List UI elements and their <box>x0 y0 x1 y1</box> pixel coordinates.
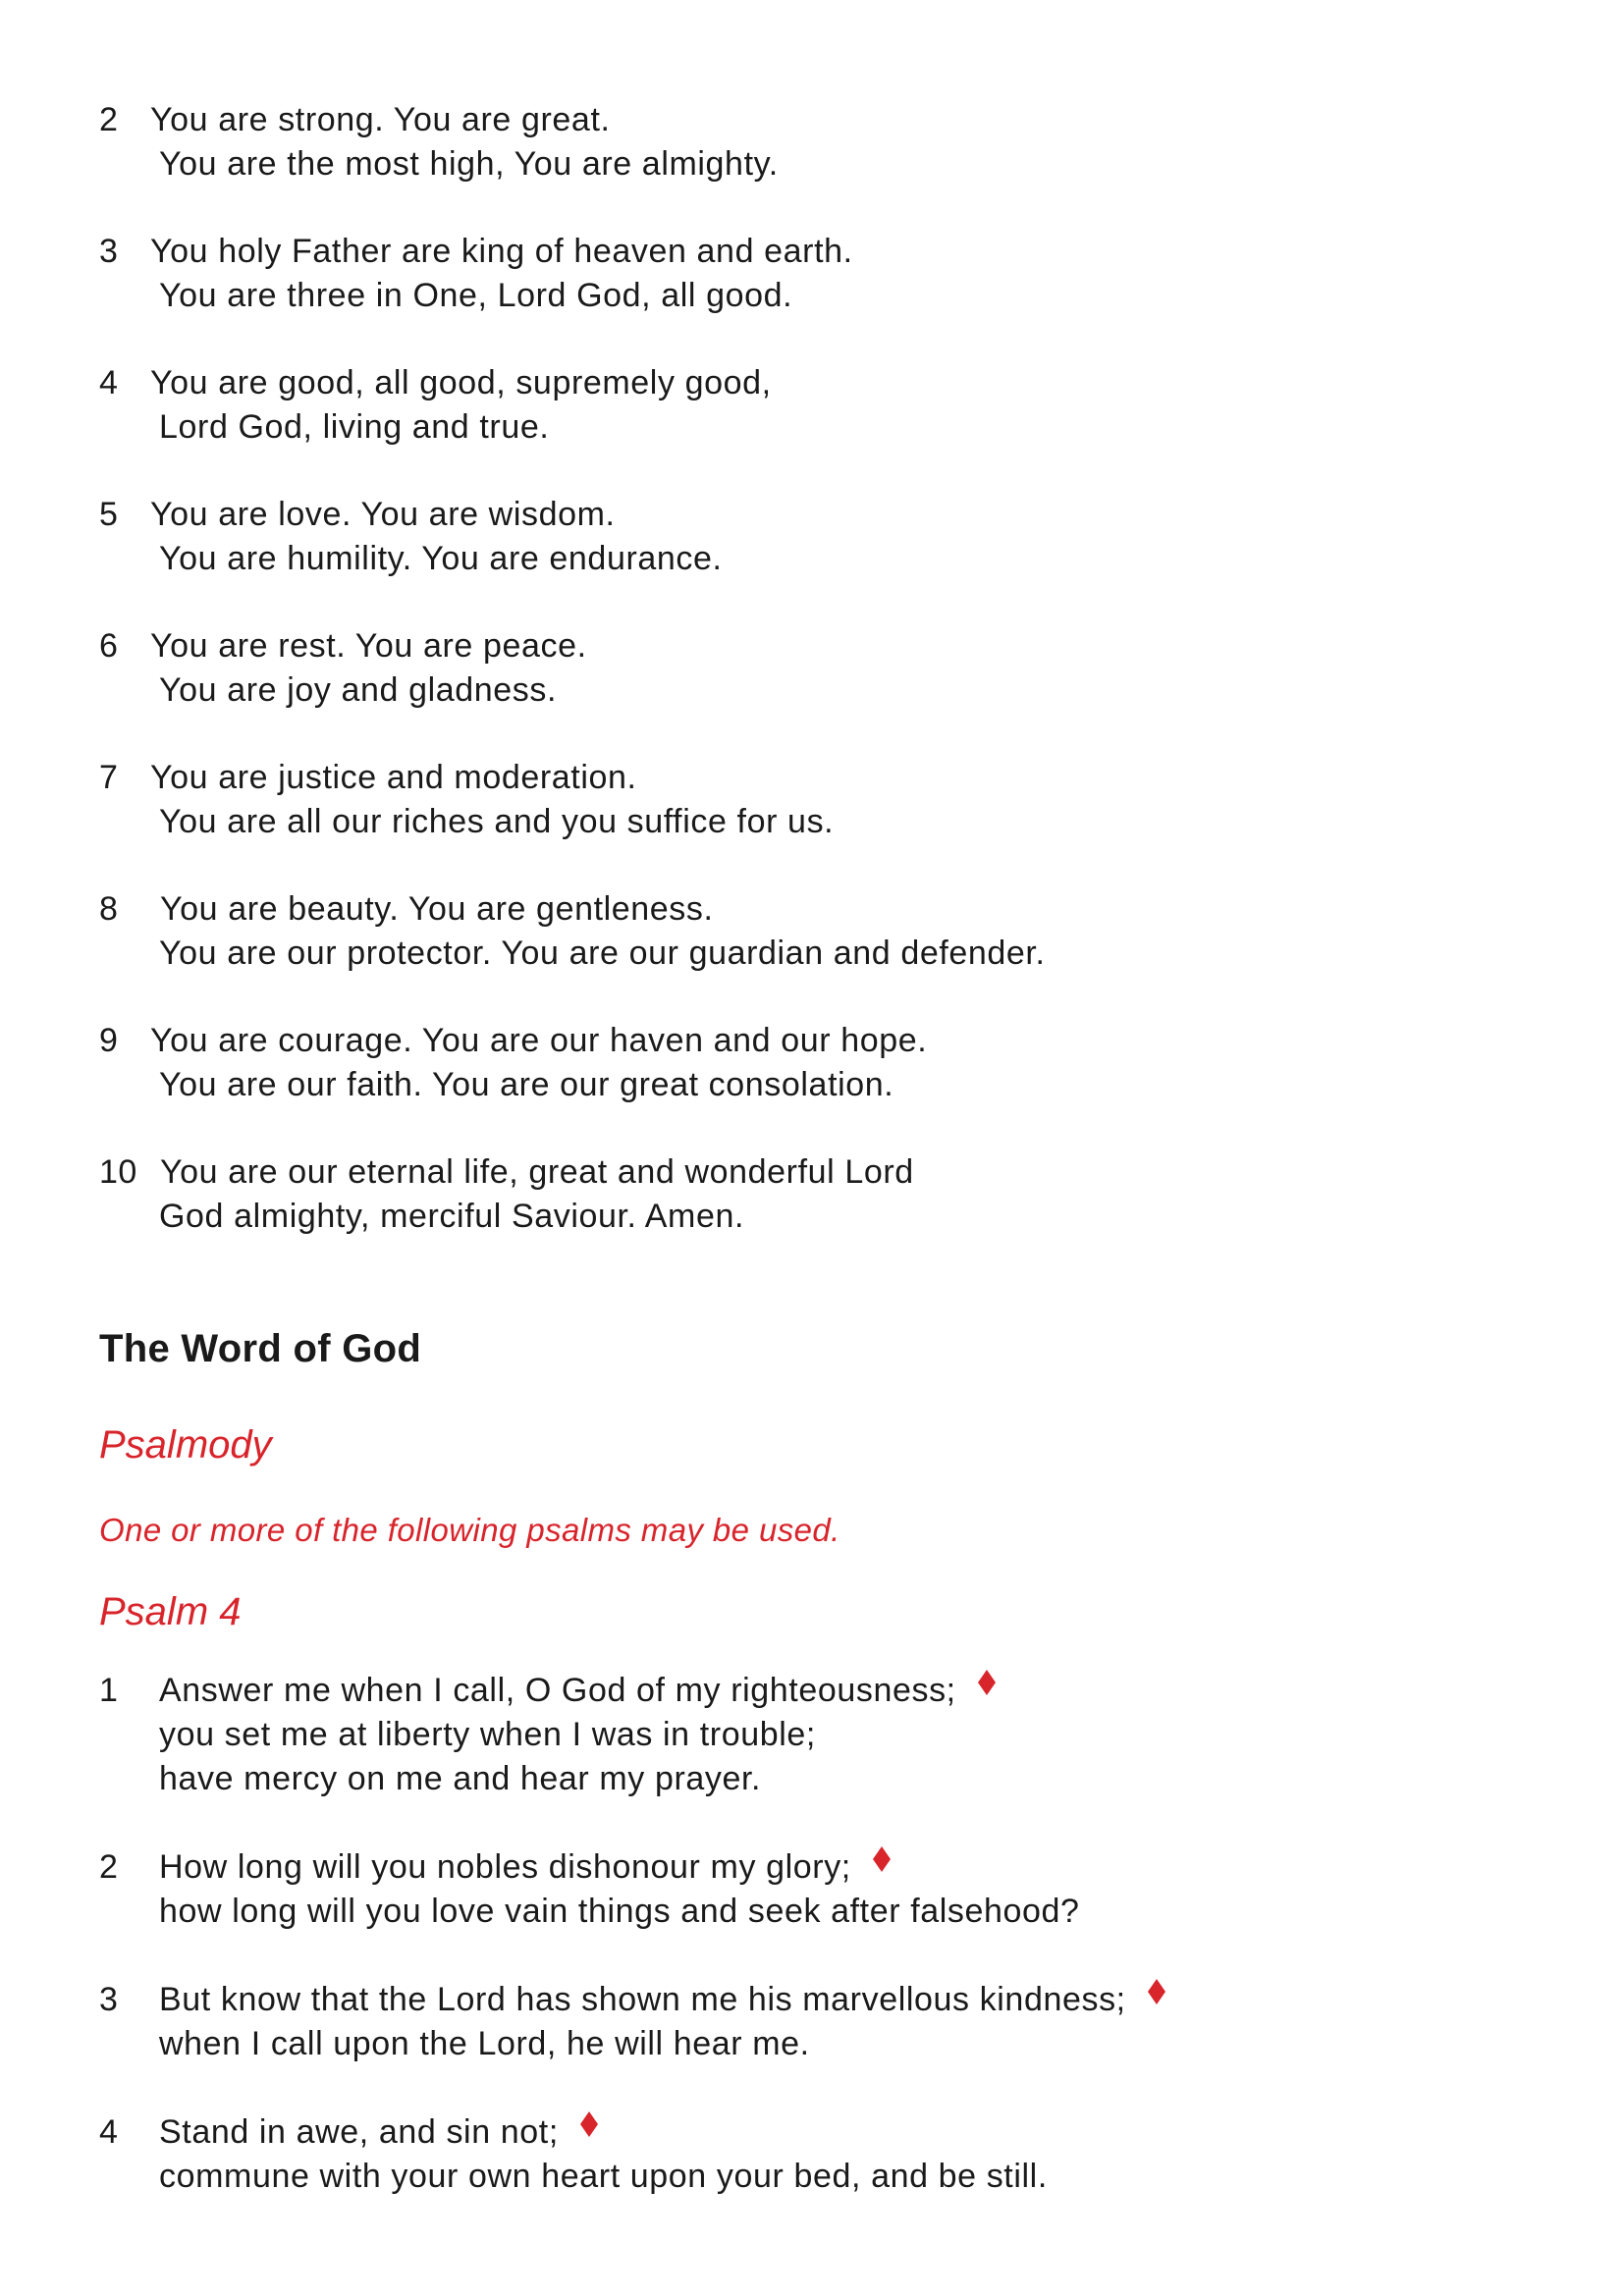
verse-number: 9 <box>99 1022 119 1059</box>
verse-line: when I call upon the Lord, he will hear me. <box>159 2025 810 2062</box>
verse-line: Lord God, living and true. <box>159 408 550 446</box>
verse-line: How long will you nobles dishonour my glory; <box>159 1848 851 1886</box>
verse-number: 10 <box>99 1153 137 1191</box>
canticle-verse <box>99 887 1179 1019</box>
verse-line: how long will you love vain things and seek after falsehood? <box>159 1893 1080 1930</box>
verse-line: You are our faith. You are our great consolation. <box>159 1066 894 1103</box>
verse-line: have mercy on me and hear my prayer. <box>159 1760 762 1797</box>
verse-number: 3 <box>99 1981 118 2018</box>
verse-number: 7 <box>99 759 119 796</box>
psalm-title: Psalm 4 <box>99 1590 242 1633</box>
verse-line: You are good, all good, supremely good, <box>150 364 772 401</box>
verse-line: God almighty, merciful Saviour. Amen. <box>159 1198 745 1235</box>
verse-line: you set me at liberty when I was in trouble; <box>159 1716 816 1753</box>
verse-number: 6 <box>99 627 119 665</box>
rubric-instruction: One or more of the following psalms may be used. <box>99 1512 840 1548</box>
verse-line: You are rest. You are peace. <box>150 627 587 665</box>
verse-number: 5 <box>99 496 119 533</box>
canticle-verse <box>99 230 1179 361</box>
verse-line: You are love. You are wisdom. <box>150 496 616 533</box>
verse-line: You are courage. You are our haven and our hope. <box>150 1022 928 1059</box>
verse-line: commune with your own heart upon your bed, and be still. <box>159 2158 1048 2195</box>
red-diamond-icon <box>580 2111 598 2137</box>
canticle-verse <box>99 361 1179 493</box>
verse-line: You are our protector. You are our guardian and defender. <box>159 934 1046 972</box>
verse-number: 1 <box>99 1672 118 1709</box>
verse-line: You are humility. You are endurance. <box>159 540 723 577</box>
verse-line: You are all our riches and you suffice for us. <box>159 803 835 840</box>
verse-number: 3 <box>99 233 119 270</box>
verse-number: 8 <box>99 890 119 928</box>
red-diamond-icon <box>1148 1979 1165 2004</box>
verse-line: You are three in One, Lord God, all good. <box>159 277 793 314</box>
canticle-verse <box>99 1150 1179 1282</box>
canticle-verse <box>99 98 1179 230</box>
verse-line: You are our eternal life, great and wonderful Lord <box>160 1153 914 1191</box>
verse-line-with-marker <box>159 1669 996 1713</box>
verse-line: Answer me when I call, O God of my righteousness; <box>159 1672 956 1709</box>
red-diamond-icon <box>873 1846 891 1872</box>
canticle-verse <box>99 1019 1179 1150</box>
verse-number: 4 <box>99 2113 118 2151</box>
canticle-verse <box>99 756 1179 887</box>
section-heading: The Word of God <box>99 1327 422 1370</box>
verse-line: But know that the Lord has shown me his marvellous kindness; <box>159 1981 1126 2018</box>
canticle-verses <box>99 98 1179 1282</box>
verse-number: 4 <box>99 364 119 401</box>
verse-line: Stand in awe, and sin not; <box>159 2113 559 2151</box>
psalmody-heading: Psalmody <box>99 1423 272 1467</box>
red-diamond-icon <box>978 1670 996 1695</box>
verse-line-with-marker <box>159 2110 598 2155</box>
verse-line: You are strong. You are great. <box>150 101 611 138</box>
verse-line-with-marker <box>159 1978 1165 2022</box>
canticle-verse <box>99 493 1179 624</box>
verse-line: You are justice and moderation. <box>150 759 637 796</box>
canticle-verse <box>99 624 1179 756</box>
verse-number: 2 <box>99 101 119 138</box>
verse-line-with-marker <box>159 1845 891 1890</box>
verse-line: You are beauty. You are gentleness. <box>160 890 714 928</box>
verse-line: You holy Father are king of heaven and earth. <box>150 233 853 270</box>
verse-number: 2 <box>99 1848 118 1886</box>
verse-line: You are joy and gladness. <box>159 671 558 709</box>
verse-line: You are the most high, You are almighty. <box>159 145 779 183</box>
